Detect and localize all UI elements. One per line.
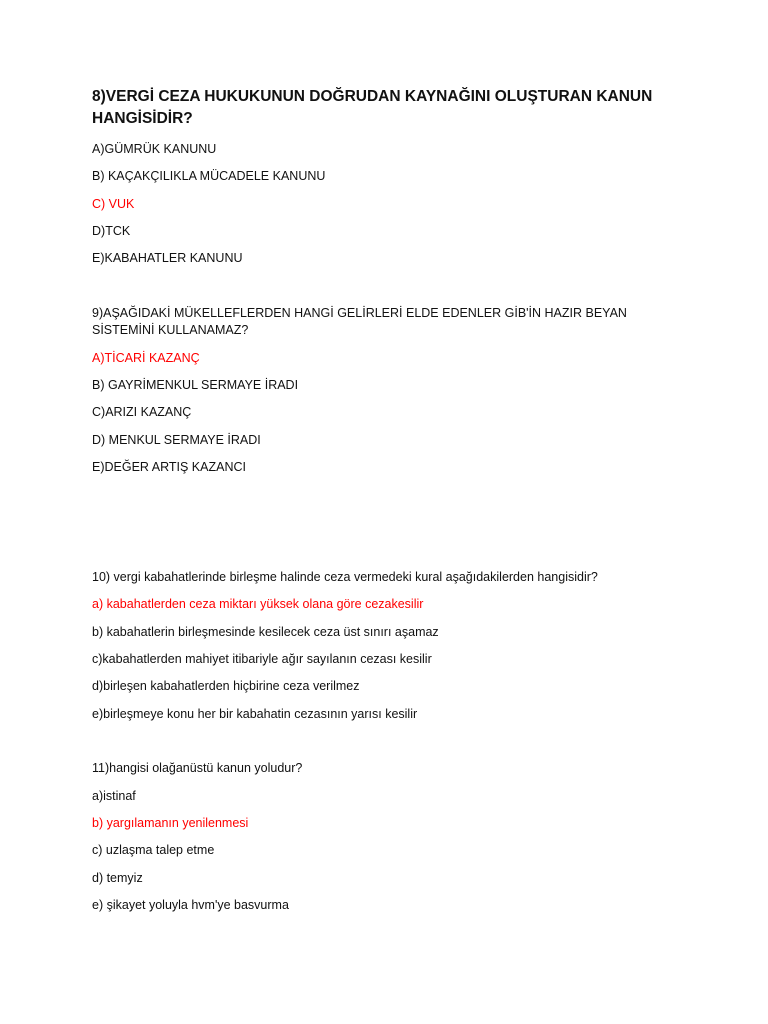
question-9-option-b: B) GAYRİMENKUL SERMAYE İRADI [92,378,299,392]
question-9-option-e: E)DEĞER ARTIŞ KAZANCI [92,460,246,474]
question-8-option-d: D)TCK [92,224,131,238]
question-11-option-d: d) temyiz [92,871,143,885]
question-9-option-d: D) MENKUL SERMAYE İRADI [92,433,261,447]
question-11-option-e: e) şikayet yoluyla hvm'ye basvurma [92,898,289,912]
question-8-option-c-answer: C) VUK [92,197,135,211]
question-8-option-b: B) KAÇAKÇILIKLA MÜCADELE KANUNU [92,169,326,183]
question-9-option-c: C)ARIZI KAZANÇ [92,405,192,419]
question-11-title: 11)hangisi olağanüstü kanun yoludur? [92,761,303,775]
question-10-option-e: e)birleşmeye konu her bir kabahatin cezasının yarısı kesilir [92,707,418,721]
question-11-option-c: c) uzlaşma talep etme [92,843,215,857]
question-8-title: 8)VERGİ CEZA HUKUKUNUN DOĞRUDAN KAYNAĞINI OLUŞTURAN KANUN HANGİSİDİR? [92,88,653,127]
question-11-option-b-answer: b) yargılamanın yenilenmesi [92,816,249,830]
question-9-option-a-answer: A)TİCARİ KAZANÇ [92,351,200,365]
question-11-option-a: a)istinaf [92,789,136,803]
question-9-title: 9)AŞAĞIDAKİ MÜKELLEFLERDEN HANGİ GELİRLERİ ELDE EDENLER GİB'İN HAZIR BEYAN SİSTEMİNİ KULLANAMAZ? [92,306,627,337]
question-10-title: 10) vergi kabahatlerinde birleşme halinde ceza vermedeki kural aşağıdakilerden hangisidir? [92,570,598,584]
question-10-option-b: b) kabahatlerin birleşmesinde kesilecek ceza üst sınırı aşamaz [92,625,439,639]
question-8-option-a: A)GÜMRÜK KANUNU [92,142,217,156]
question-10-option-a-answer: a) kabahatlerden ceza miktarı yüksek olana göre cezakesilir [92,597,424,611]
question-10-option-c: c)kabahatlerden mahiyet itibariyle ağır sayılanın cezası kesilir [92,652,432,666]
question-10-option-d: d)birleşen kabahatlerden hiçbirine ceza verilmez [92,679,360,693]
question-8-option-e: E)KABAHATLER KANUNU [92,251,243,265]
